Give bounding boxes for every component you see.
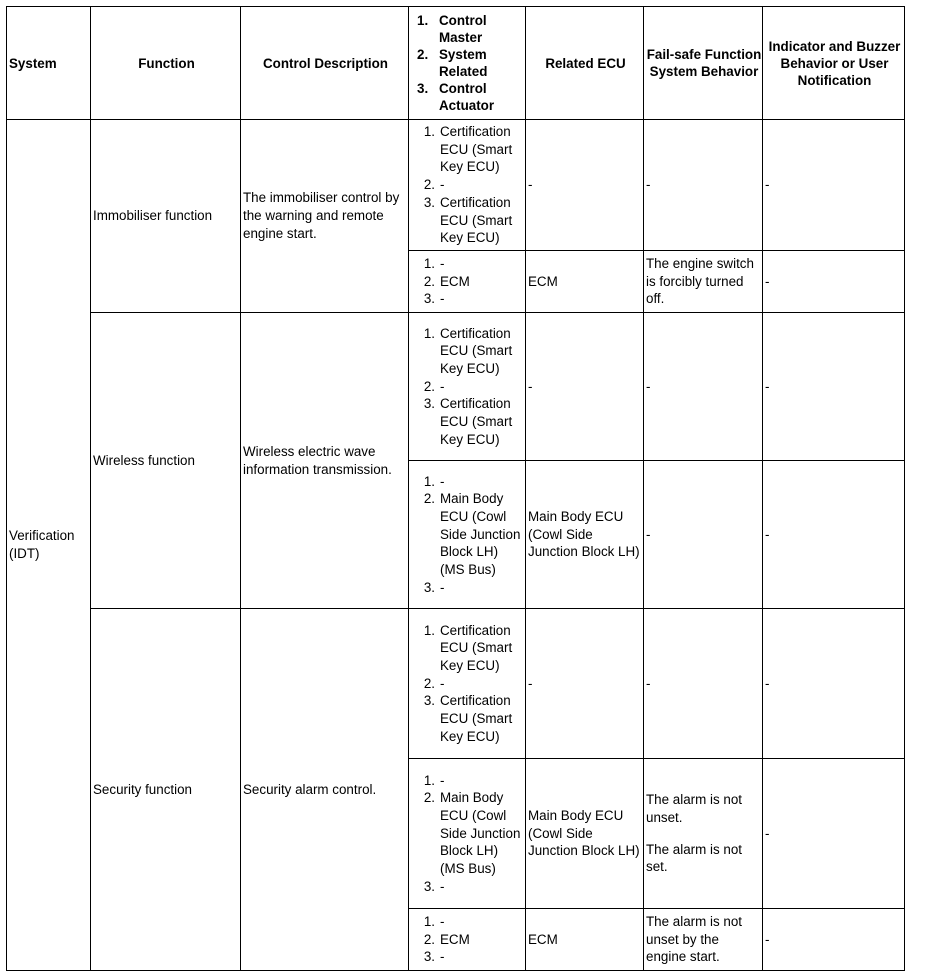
function-cell: Immobiliser function (91, 120, 241, 313)
description-cell: Wireless electric wave information transmission. (241, 313, 409, 609)
header-related-ecu: Related ECU (526, 7, 644, 120)
failsafe-note: The alarm is not set. (646, 841, 743, 875)
control-list-item (411, 692, 525, 745)
control-list-item (411, 395, 525, 448)
list-number: 1. (423, 325, 435, 341)
indicator-cell: - (763, 461, 905, 609)
control-list (411, 473, 525, 597)
list-number: 3. (423, 878, 435, 894)
control-item-text: - (440, 378, 445, 394)
list-number: 3. (423, 579, 435, 595)
control-list-item (411, 273, 525, 291)
control-list-item (411, 290, 525, 308)
list-number: 1. (423, 622, 435, 638)
system-cell: Verification (IDT) (7, 120, 91, 971)
indicator-cell: - (763, 909, 905, 971)
failsafe-note: The alarm is not unset. (646, 792, 743, 825)
control-item-text: - (440, 878, 445, 894)
control-item-text: Certification ECU (Smart Key ECU) (440, 124, 513, 175)
control-item-text: Certification ECU (Smart Key ECU) (440, 194, 513, 246)
control-item-text: ECM (440, 273, 470, 289)
list-number: 2. (423, 790, 435, 806)
control-list-item (411, 490, 525, 579)
control-list-item (411, 772, 525, 790)
header-failsafe: Fail-safe Function System Behavior (644, 7, 763, 120)
control-item-text: - (440, 772, 445, 788)
failsafe-note: The alarm is not unset by the engine start. (646, 913, 743, 965)
control-cell (409, 120, 526, 251)
list-number: 2. (423, 177, 435, 193)
control-cell (409, 759, 526, 909)
list-number: 1. (423, 473, 435, 489)
header-function: Function (91, 7, 241, 120)
function-table (6, 6, 905, 971)
failsafe-cell (644, 759, 763, 909)
failsafe-note: - (646, 378, 651, 394)
function-cell: Security function (91, 609, 241, 971)
list-number: 1. (423, 772, 435, 788)
control-list-item (411, 579, 525, 597)
list-number: 1. (423, 124, 435, 140)
control-item-text: - (440, 473, 445, 489)
control-list-item (411, 622, 525, 675)
control-list-item (411, 325, 525, 378)
control-list (411, 913, 525, 966)
indicator-cell: - (763, 120, 905, 251)
failsafe-note: - (646, 177, 651, 193)
control-item-text: - (440, 913, 445, 929)
list-number: 2. (423, 273, 435, 289)
control-list (411, 325, 525, 449)
control-list-item (411, 878, 525, 896)
indicator-cell: - (763, 313, 905, 461)
control-item-text: - (440, 291, 445, 307)
function-cell: Wireless function (91, 313, 241, 609)
list-number: 3. (423, 693, 435, 709)
description-cell: The immobiliser control by the warning and remote engine start. (241, 120, 409, 313)
table-row (7, 609, 905, 759)
control-list-item (411, 378, 525, 396)
related-ecu-cell: ECM (526, 251, 644, 313)
header-row (7, 7, 905, 120)
control-list-item (411, 948, 525, 966)
control-item-text: - (440, 675, 445, 691)
related-ecu-cell: - (526, 609, 644, 759)
failsafe-note: - (646, 526, 651, 542)
related-ecu-cell: ECM (526, 909, 644, 971)
list-number: 1. (423, 913, 435, 929)
header-control (409, 7, 526, 120)
control-list-item (411, 194, 525, 247)
related-ecu-cell: Main Body ECU (Cowl Side Junction Block LH) (526, 461, 644, 609)
control-list-item (411, 176, 525, 194)
list-number: 3. (423, 949, 435, 965)
control-item-text: Certification ECU (Smart Key ECU) (440, 622, 513, 673)
control-list-item (411, 675, 525, 693)
control-item-text: Certification ECU (Smart Key ECU) (440, 325, 513, 376)
list-number: 1. (423, 255, 435, 271)
list-number: 2. (423, 931, 435, 947)
control-cell (409, 313, 526, 461)
control-list-item (411, 913, 525, 931)
list-number: 3. (423, 194, 435, 210)
header-system: System (7, 7, 91, 120)
list-number: 2. (423, 378, 435, 394)
failsafe-cell (644, 609, 763, 759)
control-list (411, 255, 525, 308)
indicator-cell: - (763, 251, 905, 313)
description-cell: Security alarm control. (241, 609, 409, 971)
failsafe-cell (644, 313, 763, 461)
control-cell (409, 461, 526, 609)
list-number: 3. (423, 291, 435, 307)
failsafe-note: The engine switch is forcibly turned off. (646, 255, 754, 307)
control-list-item (411, 123, 525, 176)
failsafe-note: - (646, 675, 651, 691)
header-control-item: 1. Control Master (417, 13, 487, 45)
header-control-description: Control Description (241, 7, 409, 120)
control-item-text: Main Body ECU (Cowl Side Junction Block LH) (MS Bus) (440, 790, 521, 877)
control-item-text: - (440, 255, 445, 271)
related-ecu-cell: Main Body ECU (Cowl Side Junction Block LH) (526, 759, 644, 909)
control-list (411, 622, 525, 746)
list-number: 3. (423, 396, 435, 412)
control-list-item (411, 255, 525, 273)
control-list-item (411, 473, 525, 491)
control-item-text: ECM (440, 931, 470, 947)
control-item-text: Certification ECU (Smart Key ECU) (440, 396, 513, 447)
header-indicator: Indicator and Buzzer Behavior or User Notification (763, 7, 905, 120)
list-number: 2. (423, 491, 435, 507)
control-item-text: Main Body ECU (Cowl Side Junction Block LH) (MS Bus) (440, 491, 521, 578)
control-item-text: - (440, 177, 445, 193)
control-item-text: - (440, 949, 445, 965)
related-ecu-cell: - (526, 120, 644, 251)
indicator-cell: - (763, 759, 905, 909)
related-ecu-cell: - (526, 313, 644, 461)
control-list-item (411, 789, 525, 878)
failsafe-cell (644, 120, 763, 251)
indicator-cell: - (763, 609, 905, 759)
header-control-item: 3. Control Actuator (417, 81, 495, 113)
failsafe-cell (644, 461, 763, 609)
control-cell (409, 609, 526, 759)
control-item-text: Certification ECU (Smart Key ECU) (440, 693, 513, 744)
control-cell (409, 251, 526, 313)
failsafe-cell (644, 251, 763, 313)
list-number: 2. (423, 675, 435, 691)
control-item-text: - (440, 579, 445, 595)
table-row (7, 120, 905, 251)
control-list (411, 772, 525, 896)
control-list (411, 123, 525, 247)
header-control-item: 2. System Related (417, 47, 488, 79)
table-row (7, 313, 905, 461)
control-list-item (411, 931, 525, 949)
